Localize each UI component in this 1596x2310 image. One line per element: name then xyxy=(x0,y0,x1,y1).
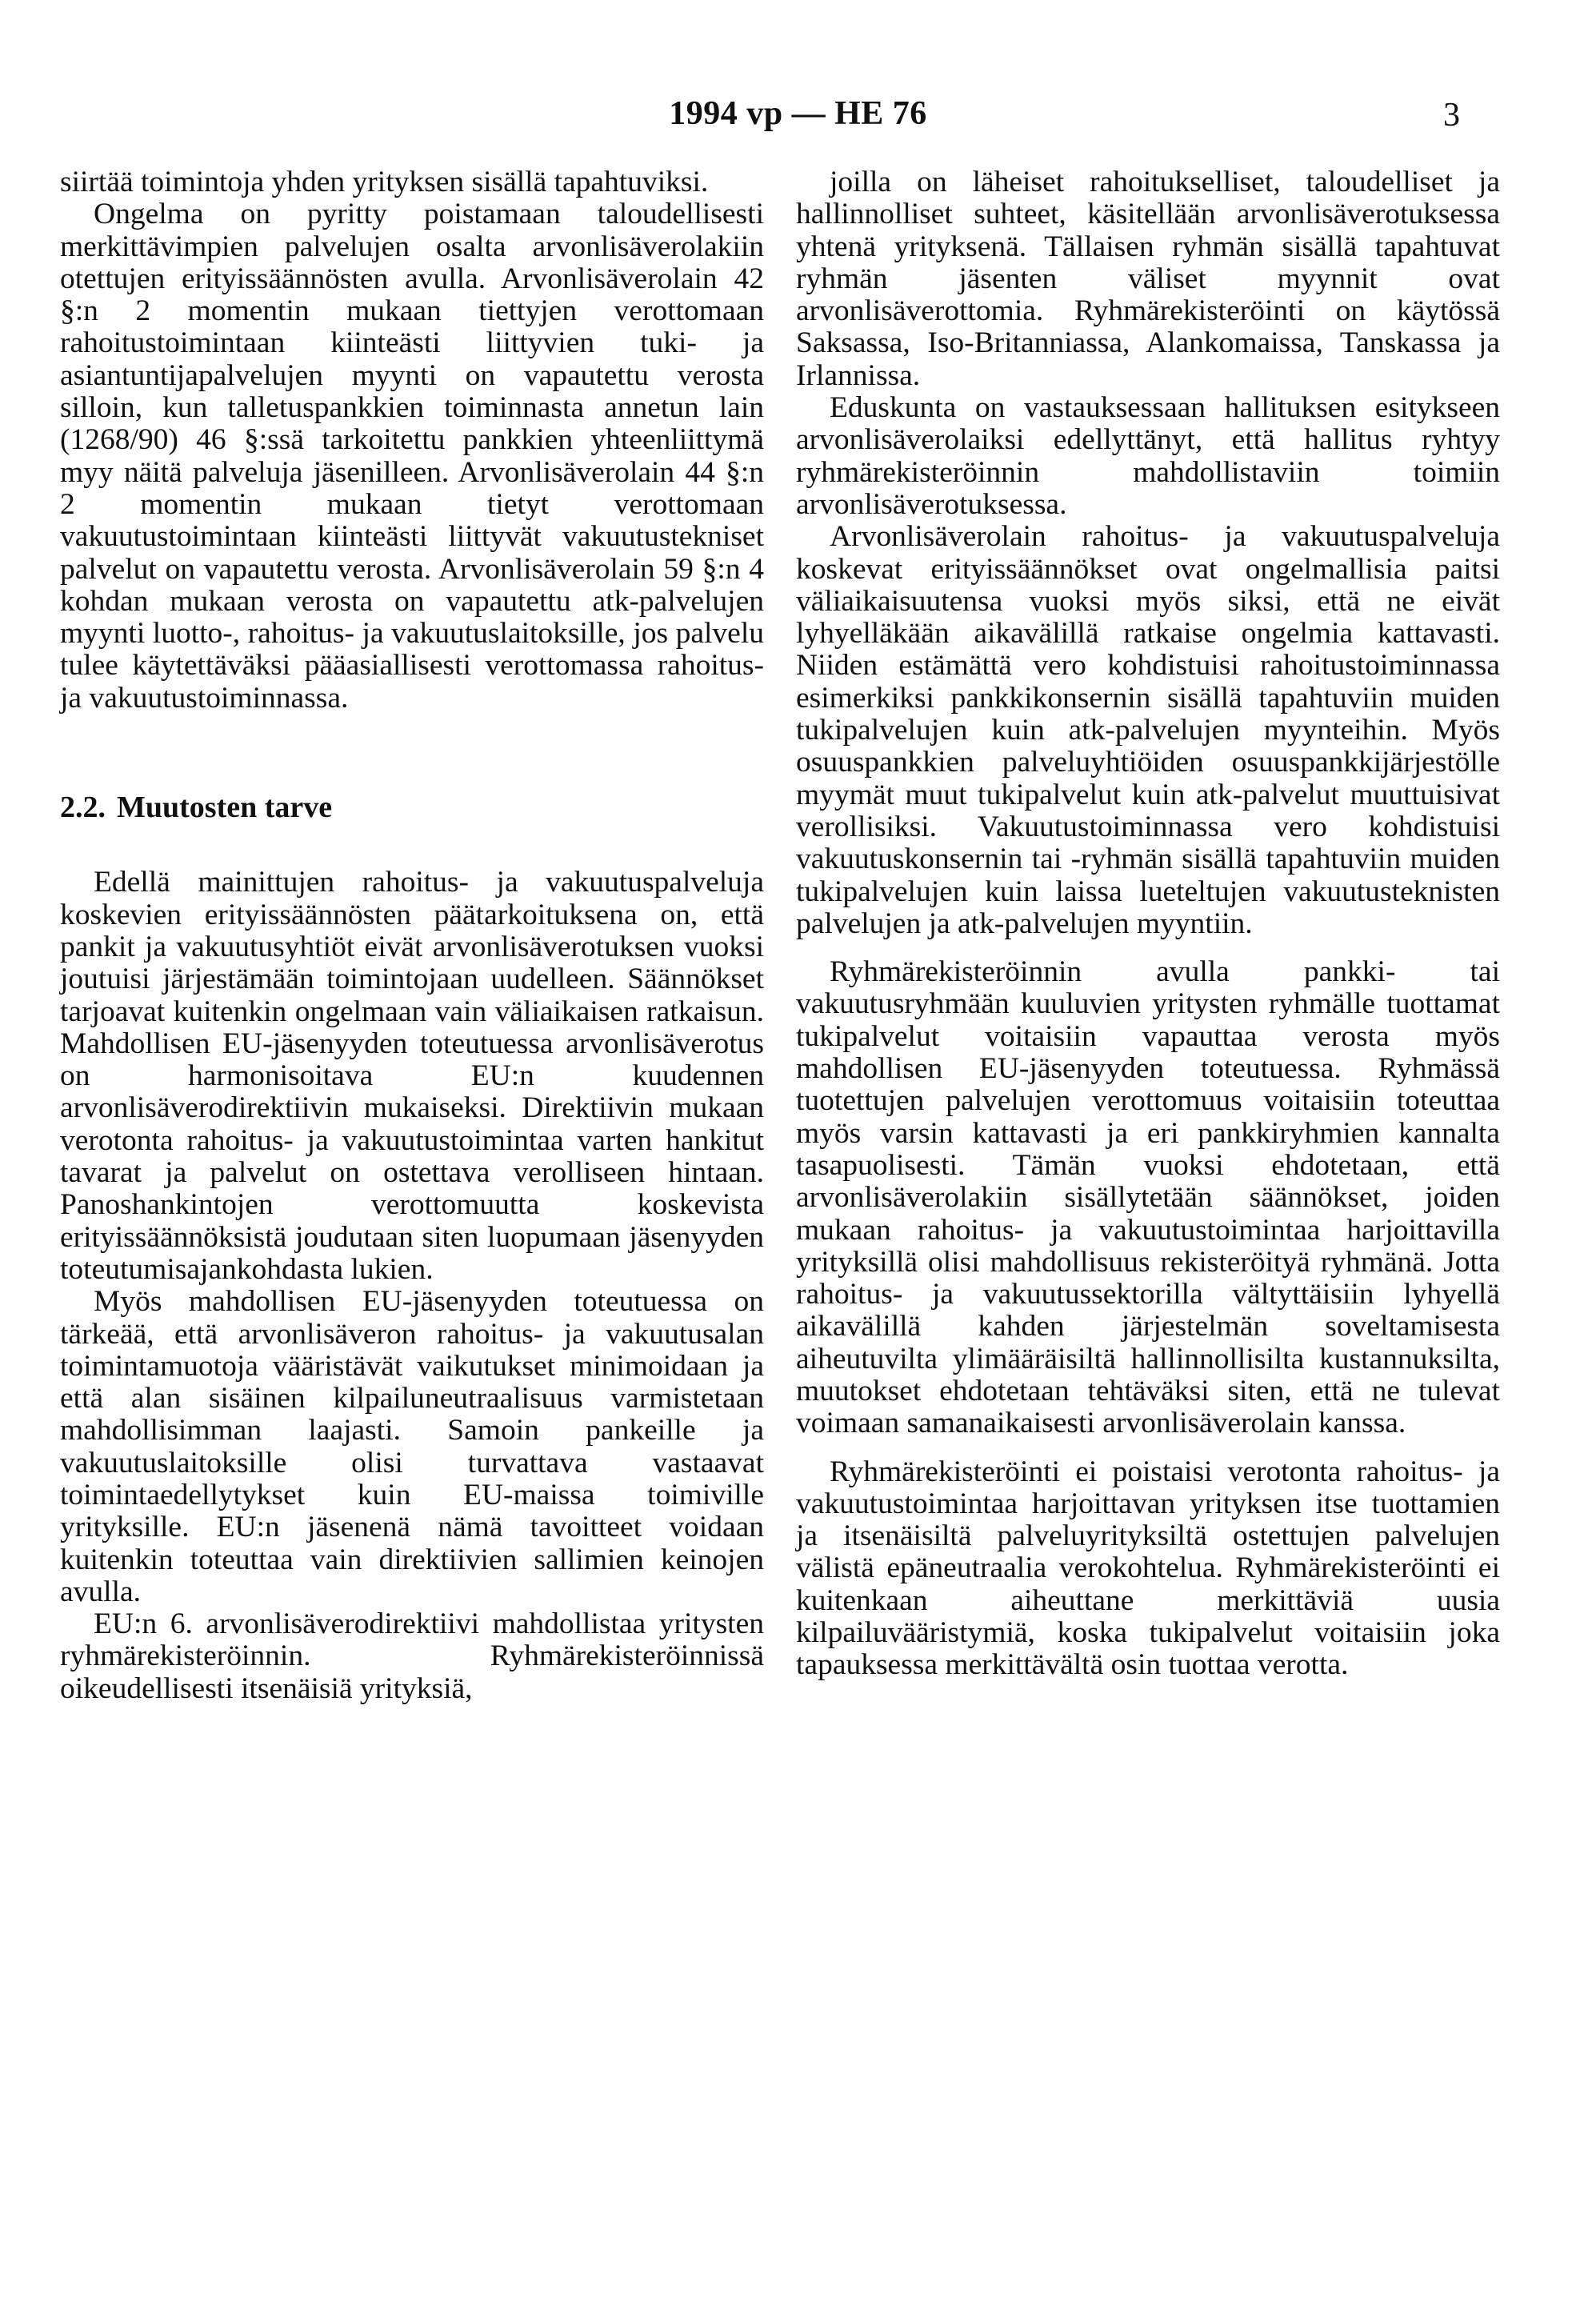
paragraph: Ryhmärekisteröinnin avulla pankki- tai vakuutusryhmään kuuluvien yritysten ryhmälle tuottamat tukipalvelut voitaisiin vapauttaa verosta myös mahdollisen EU-jäsenyyden toteutuessa. Ryhmässä tuotettujen palvelujen verottomuus voitaisiin toteuttaa myös varsin kattavasti ja eri pankkiryhmien kannalta tasapuolisesti. Tämän vuoksi ehdotetaan, että arvonlisäverolakiin sisällytetään säännökset, joiden mukaan rahoitus- ja vakuutustoimintaa harjoittavilla yrityksillä olisi mahdollisuus rekisteröityä ryhmänä. Jotta rahoitus- ja vakuutussektorilla vältyttäisiin lyhyellä aikavälillä kahden järjestelmän soveltamisesta aiheutuvilta ylimääräisiltä hallinnollisilta kustannuksilta, muutokset ehdotetaan tehtäväksi siten, että ne tulevat voimaan samanaikaisesti arvonlisäverolain kanssa. xyxy=(796,955,1500,1440)
page-number: 3 xyxy=(1443,97,1460,134)
paragraph: joilla on läheiset rahoitukselliset, taloudelliset ja hallinnolliset suhteet, käsitellään arvonlisäverotuksessa yhtenä yrityksenä. Tällaisen ryhmän sisällä tapahtuvat ryhmän jäsenten väliset myynnit ovat arvonlisäverottomia. Ryhmärekisteröinti on käytössä Saksassa, Iso-Britanniassa, Alankomaissa, Tanskassa ja Irlannissa. xyxy=(796,166,1500,392)
paragraph: Edellä mainittujen rahoitus- ja vakuutuspalveluja koskevien erityissäännösten päätarkoituksena on, että pankit ja vakuutusyhtiöt eivät arvonlisäverotuksen vuoksi joutuisi järjestämään toimintojaan uudelleen. Säännökset tarjoavat kuitenkin ongelmaan vain väliaikaisen ratkaisun. Mahdollisen EU-jäsenyyden toteutuessa arvonlisäverotus on harmonisoitava EU:n kuudennen arvonlisäverodirektiivin mukaiseksi. Direktiivin mukaan verotonta rahoitus- ja vakuutustoimintaa varten hankitut tavarat ja palvelut on ostettava verolliseen hintaan. Panoshankintojen verottomuutta koskevista erityissäännöksistä joudutaan siten luopumaan jäsenyyden toteutumisajankohdasta lukien. xyxy=(60,866,764,1286)
paragraph: Ryhmärekisteröinti ei poistaisi verotonta rahoitus- ja vakuutustoimintaa harjoittavan yrityksen itse tuottamien ja itsenäisiltä palveluyrityksiltä ostettujen palvelujen välistä epäneutraalia verokohtelua. Ryhmärekisteröinti ei kuitenkaan aiheuttane merkittäviä uusia kilpailuvääristymiä, koska tukipalvelut voitaisiin joka tapauksessa merkittävältä osin tuottaa verotta. xyxy=(796,1455,1500,1682)
paragraph: Ongelma on pyritty poistamaan taloudellisesti merkittävimpien palvelujen osalta arvonlisäverolakiin otettujen erityissäännösten avulla. Arvonlisäverolain 42 §:n 2 momentin mukaan tiettyjen verottomaan rahoitustoimintaan kiinteästi liittyvien tuki- ja asiantuntijapalvelujen myynti on vapautettu verosta silloin, kun talletuspankkien toiminnasta annetun lain (1268/90) 46 §:ssä tarkoitettu pankkien yhteenliittymä myy näitä palveluja jäsenilleen. Arvonlisäverolain 44 §:n 2 momentin mukaan tietyt verottomaan vakuutustoimintaan kiinteästi liittyvät vakuutustekniset palvelut on vapautettu verosta. Arvonlisäverolain 59 §:n 4 kohdan mukaan verosta on vapautettu atk-palvelujen myynti luotto-, rahoitus- ja vakuutuslaitoksille, jos palvelu tulee käytettäväksi pääasiallisesti verottomassa rahoitus- ja vakuutustoiminnassa. xyxy=(60,198,764,715)
document-reference: 1994 vp — HE 76 xyxy=(669,95,927,132)
left-column xyxy=(60,166,764,1705)
paragraph: siirtää toimintoja yhden yrityksen sisällä tapahtuviksi. xyxy=(60,166,709,198)
page-header xyxy=(0,94,1596,142)
section-title: Muutosten tarve xyxy=(117,791,333,825)
paragraph: Myös mahdollisen EU-jäsenyyden toteutuessa on tärkeää, että arvonlisäveron rahoitus- ja vakuutusalan toimintamuotoja vääristävät vaikutukset minimoidaan ja että alan sisäinen kilpailuneutraalisuus varmistetaan mahdollisimman laajasti. Samoin pankeille ja vakuutuslaitoksille olisi turvattava vastaavat toimintaedellytykset kuin EU-maissa toimiville yrityksille. EU:n jäsenenä nämä tavoitteet voidaan kuitenkin toteuttaa vain direktiivien sallimien keinojen avulla. xyxy=(60,1285,764,1608)
paragraph: EU:n 6. arvonlisäverodirektiivi mahdollistaa yritysten ryhmärekisteröinnin. Ryhmärekisteröinnissä oikeudellisesti itsenäisiä yrityksiä, xyxy=(60,1607,764,1705)
section-heading xyxy=(60,791,764,823)
section-number: 2.2. xyxy=(60,791,106,825)
paragraph: Eduskunta on vastauksessaan hallituksen esitykseen arvonlisäverolaiksi edellyttänyt, että hallitus ryhtyy ryhmärekisteröinnin mahdollistaviin toimiin arvonlisäverotuksessa. xyxy=(796,391,1500,521)
paragraph-gap xyxy=(796,940,1500,956)
paragraph: Arvonlisäverolain rahoitus- ja vakuutuspalveluja koskevat erityissäännökset ovat ongelmallisia paitsi väliaikaisuutensa vuoksi myös siksi, että ne eivät lyhyelläkään aikavälillä ratkaise ongelmia kattavasti. Niiden estämättä vero kohdistuisi rahoitustoiminnassa esimerkiksi pankkikonsernin sisällä tapahtuviin muiden tukipalvelujen kuin atk-palvelujen myynteihin. Myös osuuspankkien palveluyhtiöiden osuuspankkijärjestölle myymät muut tukipalvelut kuin atk-palvelut muuttuisivat verollisiksi. Vakuutustoiminnassa vero kohdistuisi vakuutuskonsernin tai -ryhmän sisällä tapahtuviin muiden tukipalvelujen kuin laissa lueteltujen vakuutusteknisten palvelujen ja atk-palvelujen myyntiin. xyxy=(796,520,1500,940)
right-column xyxy=(796,166,1500,1682)
paragraph-gap xyxy=(796,1440,1500,1456)
